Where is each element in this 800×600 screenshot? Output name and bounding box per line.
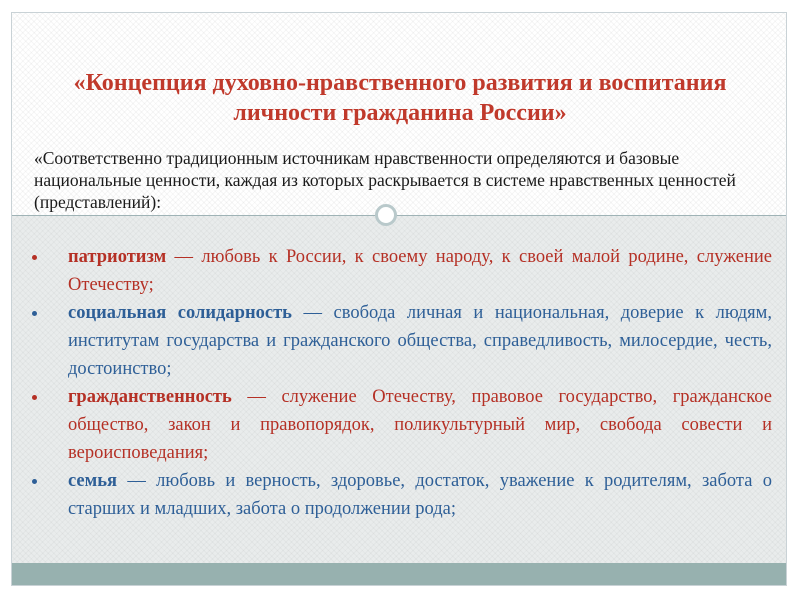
bullet-icon bbox=[32, 395, 37, 400]
value-description: — служение Отечеству, правовое государство, гражданское общество, закон и правопорядок, поликультурный мир, свобода совести и вероисповедания; bbox=[68, 387, 772, 463]
intro-quote: «Соответственно традиционным источникам нравственности определяются и базовые национальные ценности, каждая из которых раскрывается в системе нравственных ценностей (представлений): bbox=[34, 148, 736, 212]
value-description: — любовь и верность, здоровье, достаток, уважение к родителям, забота о старших и младших, забота о продолжении рода; bbox=[68, 471, 772, 519]
bullet-icon bbox=[32, 311, 37, 316]
slide-title: «Концепция духовно-нравственного развития и воспитания личности гражданина России» bbox=[73, 70, 727, 126]
value-term: гражданственность bbox=[68, 387, 232, 407]
bullet-icon bbox=[32, 255, 37, 260]
divider-ring-icon bbox=[375, 204, 397, 226]
value-description: — любовь к России, к своему народу, к своей малой родине, служение Отечеству; bbox=[68, 247, 772, 295]
value-item-family bbox=[28, 467, 772, 523]
value-term: социальная солидарность bbox=[68, 303, 292, 323]
value-item-patriotism bbox=[28, 243, 772, 299]
bullet-icon bbox=[32, 479, 37, 484]
slide bbox=[11, 12, 787, 586]
footer-band bbox=[12, 563, 786, 586]
value-description: — свобода личная и национальная, доверие к людям, институтам государства и гражданского общества, справедливость, милосердие, честь, достоинство; bbox=[68, 303, 772, 379]
section-divider bbox=[12, 215, 786, 216]
value-term: семья bbox=[68, 471, 118, 491]
values-list bbox=[28, 243, 772, 523]
value-item-social-solidarity bbox=[28, 299, 772, 383]
value-item-citizenship bbox=[28, 383, 772, 467]
value-term: патриотизм bbox=[68, 247, 167, 267]
